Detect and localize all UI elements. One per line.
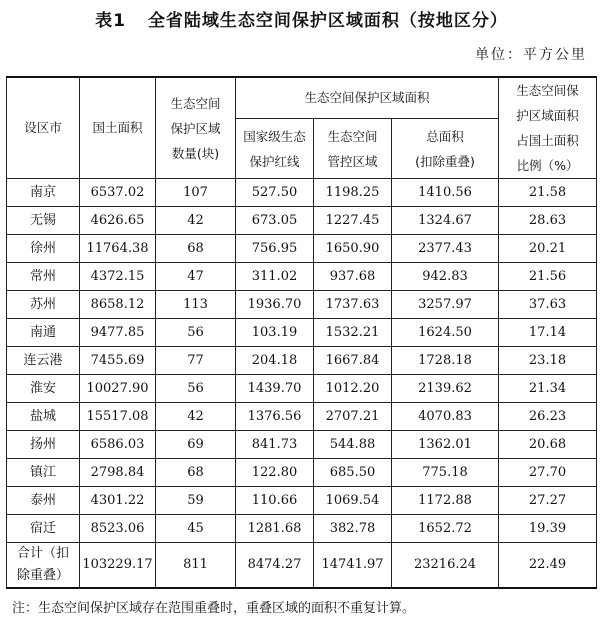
table-title-text: 全省陆域生态空间保护区域面积（按地区分） <box>147 11 508 31</box>
cell-city: 徐州 <box>7 235 80 263</box>
cell-total-area: 1728.18 <box>392 347 499 375</box>
table-row <box>7 459 597 487</box>
cell-city: 宿迁 <box>7 515 80 543</box>
table-row <box>7 375 597 403</box>
cell-land-area: 8523.06 <box>80 515 156 543</box>
cell-land-area: 4626.65 <box>80 207 156 235</box>
cell-zone-count: 59 <box>156 487 236 515</box>
cell-ratio: 27.27 <box>499 487 597 515</box>
header-line: (扣除重叠) <box>415 153 475 169</box>
cell-ratio: 21.34 <box>499 375 597 403</box>
cell-control-area: 1012.20 <box>314 375 392 403</box>
cell-zone-count: 47 <box>156 263 236 291</box>
cell-ratio: 21.56 <box>499 263 597 291</box>
header-national-redline <box>236 119 314 179</box>
cell-total-area: 4070.83 <box>392 403 499 431</box>
cell-land-area: 8658.12 <box>80 291 156 319</box>
cell-total-label <box>7 543 80 589</box>
cell-total-area: 942.83 <box>392 263 499 291</box>
table-row <box>7 263 597 291</box>
cell-total-area: 23216.24 <box>392 543 499 589</box>
cell-ratio: 28.63 <box>499 207 597 235</box>
cell-city: 泰州 <box>7 487 80 515</box>
cell-national-redline: 527.50 <box>236 179 314 207</box>
cell-city: 镇江 <box>7 459 80 487</box>
cell-control-area: 937.68 <box>314 263 392 291</box>
table-row <box>7 179 597 207</box>
cell-national-redline: 122.80 <box>236 459 314 487</box>
cell-total-area: 775.18 <box>392 459 499 487</box>
cell-control-area: 382.78 <box>314 515 392 543</box>
cell-land-area: 4372.15 <box>80 263 156 291</box>
cell-total-area: 2139.62 <box>392 375 499 403</box>
cell-control-area: 544.88 <box>314 431 392 459</box>
cell-city: 常州 <box>7 263 80 291</box>
table-row <box>7 431 597 459</box>
cell-national-redline: 103.19 <box>236 319 314 347</box>
header-line: 国家级生态 <box>243 128 306 144</box>
cell-total-area: 1410.56 <box>392 179 499 207</box>
cell-control-area: 685.50 <box>314 459 392 487</box>
cell-zone-count: 42 <box>156 403 236 431</box>
cell-national-redline: 311.02 <box>236 263 314 291</box>
table-row <box>7 515 597 543</box>
cell-total-area: 1324.67 <box>392 207 499 235</box>
cell-total-area: 3257.97 <box>392 291 499 319</box>
cell-ratio: 17.14 <box>499 319 597 347</box>
table-row <box>7 487 597 515</box>
header-line: 护区域面积 <box>516 108 579 123</box>
total-label-line: 合计（扣 <box>16 546 69 561</box>
cell-zone-count: 56 <box>156 319 236 347</box>
cell-zone-count: 77 <box>156 347 236 375</box>
cell-control-area: 1667.84 <box>314 347 392 375</box>
cell-land-area: 4301.22 <box>80 487 156 515</box>
total-row <box>7 543 597 589</box>
footnote: 注：生态空间保护区域存在范围重叠时，重叠区域的面积不重复计算。 <box>12 601 416 616</box>
total-label-line: 除重叠） <box>16 568 69 583</box>
cell-total-area: 1624.50 <box>392 319 499 347</box>
header-line: 保护红线 <box>249 153 300 169</box>
cell-ratio: 20.68 <box>499 431 597 459</box>
header-control-area <box>314 119 392 179</box>
cell-control-area: 1650.90 <box>314 235 392 263</box>
cell-land-area: 15517.08 <box>80 403 156 431</box>
cell-total-area: 1172.88 <box>392 487 499 515</box>
cell-land-area: 10027.90 <box>80 375 156 403</box>
cell-total-area: 1362.01 <box>392 431 499 459</box>
table-row <box>7 319 597 347</box>
header-line: 数量(块) <box>171 145 220 161</box>
cell-total-area: 2377.43 <box>392 235 499 263</box>
cell-zone-count: 56 <box>156 375 236 403</box>
cell-ratio: 23.18 <box>499 347 597 375</box>
cell-ratio: 26.23 <box>499 403 597 431</box>
header-line: 生态空间保 <box>516 83 579 98</box>
cell-zone-count: 42 <box>156 207 236 235</box>
cell-control-area: 2707.21 <box>314 403 392 431</box>
header-city: 设区市 <box>7 77 80 179</box>
header-total-area <box>392 119 499 179</box>
cell-zone-count: 811 <box>156 543 236 589</box>
cell-national-redline: 841.73 <box>236 431 314 459</box>
cell-city: 连云港 <box>7 347 80 375</box>
cell-national-redline: 8474.27 <box>236 543 314 589</box>
cell-zone-count: 45 <box>156 515 236 543</box>
cell-land-area: 7455.69 <box>80 347 156 375</box>
cell-control-area: 1198.25 <box>314 179 392 207</box>
table-title <box>0 6 603 31</box>
table-row <box>7 403 597 431</box>
cell-ratio: 21.58 <box>499 179 597 207</box>
header-line: 比例（%） <box>516 158 579 173</box>
cell-national-redline: 1281.68 <box>236 515 314 543</box>
cell-control-area: 1532.21 <box>314 319 392 347</box>
cell-ratio: 22.49 <box>499 543 597 589</box>
cell-national-redline: 1376.56 <box>236 403 314 431</box>
header-line: 总面积 <box>426 128 464 144</box>
ecological-area-table <box>6 76 597 589</box>
table-row <box>7 235 597 263</box>
cell-land-area: 6586.03 <box>80 431 156 459</box>
cell-national-redline: 110.66 <box>236 487 314 515</box>
header-line: 管控区域 <box>327 153 378 169</box>
cell-city: 扬州 <box>7 431 80 459</box>
cell-land-area: 11764.38 <box>80 235 156 263</box>
cell-total-area: 1652.72 <box>392 515 499 543</box>
cell-zone-count: 107 <box>156 179 236 207</box>
cell-ratio: 19.39 <box>499 515 597 543</box>
header-line: 生态空间 <box>327 128 378 144</box>
cell-city: 盐城 <box>7 403 80 431</box>
header-line: 生态空间 <box>170 95 221 111</box>
cell-land-area: 6537.02 <box>80 179 156 207</box>
cell-zone-count: 69 <box>156 431 236 459</box>
cell-ratio: 37.63 <box>499 291 597 319</box>
header-land-area: 国土面积 <box>80 77 156 179</box>
cell-ratio: 20.21 <box>499 235 597 263</box>
table-row <box>7 347 597 375</box>
cell-city: 南京 <box>7 179 80 207</box>
cell-land-area: 9477.85 <box>80 319 156 347</box>
cell-city: 无锡 <box>7 207 80 235</box>
cell-zone-count: 68 <box>156 459 236 487</box>
cell-national-redline: 204.18 <box>236 347 314 375</box>
cell-national-redline: 756.95 <box>236 235 314 263</box>
cell-city: 南通 <box>7 319 80 347</box>
table-number: 表1 <box>95 11 126 31</box>
cell-national-redline: 673.05 <box>236 207 314 235</box>
cell-control-area: 1737.63 <box>314 291 392 319</box>
unit-label: 单位：平方公里 <box>475 47 587 63</box>
cell-zone-count: 113 <box>156 291 236 319</box>
table-row <box>7 291 597 319</box>
table-row <box>7 207 597 235</box>
header-line: 保护区域 <box>170 120 221 136</box>
cell-national-redline: 1439.70 <box>236 375 314 403</box>
cell-land-area: 2798.84 <box>80 459 156 487</box>
header-area-group: 生态空间保护区域面积 <box>236 77 499 119</box>
cell-city: 苏州 <box>7 291 80 319</box>
header-ratio <box>499 77 597 179</box>
cell-zone-count: 68 <box>156 235 236 263</box>
cell-city: 淮安 <box>7 375 80 403</box>
cell-control-area: 1227.45 <box>314 207 392 235</box>
cell-land-area: 103229.17 <box>80 543 156 589</box>
header-line: 占国土面积 <box>516 133 579 148</box>
header-zone-count <box>156 77 236 179</box>
cell-control-area: 1069.54 <box>314 487 392 515</box>
cell-ratio: 27.70 <box>499 459 597 487</box>
cell-control-area: 14741.97 <box>314 543 392 589</box>
cell-national-redline: 1936.70 <box>236 291 314 319</box>
